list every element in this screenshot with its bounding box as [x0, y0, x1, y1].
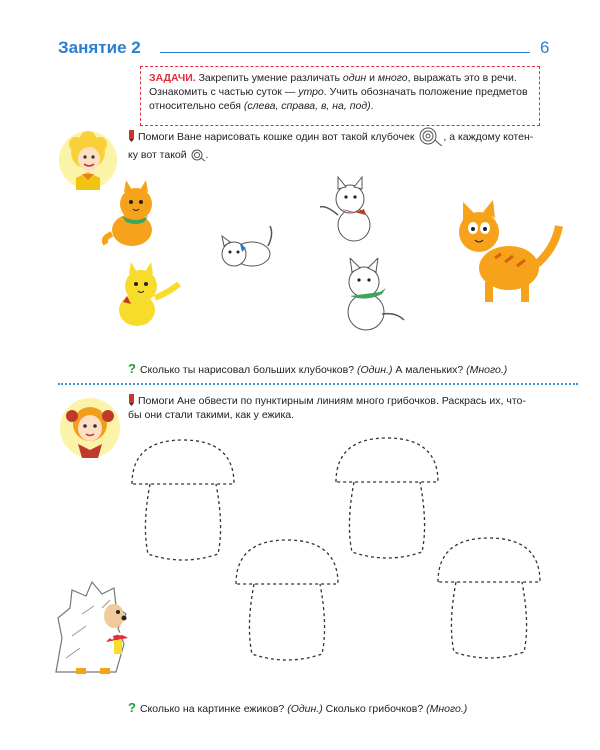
instruction-text: .	[205, 149, 209, 161]
instruction-text: , а каждому котен-	[443, 131, 534, 143]
dotted-mushroom-2[interactable]	[332, 434, 442, 564]
exercise1-question	[128, 361, 507, 376]
tasks-text: много	[377, 72, 408, 84]
dotted-mushroom-4[interactable]	[434, 534, 544, 664]
question-text: Сколько на картинке ежиков?	[139, 703, 285, 715]
question-mark-icon: ?	[128, 700, 136, 715]
tasks-text: утро	[298, 86, 324, 98]
dotted-mushroom-1[interactable]	[128, 436, 238, 566]
white-kitten-green-bow-illustration	[330, 258, 410, 336]
ginger-cat-illustration	[455, 198, 565, 308]
question-answer: (Один.)	[356, 364, 393, 376]
tasks-line-1	[149, 71, 531, 85]
tasks-text: .	[370, 100, 374, 112]
big-yarn-icon	[417, 126, 443, 148]
exercise2-instruction	[128, 394, 568, 422]
title-rule	[160, 52, 530, 53]
tasks-text: , выражать это в речи.	[407, 72, 517, 84]
instruction-text: бы они стали такими, как у ежика.	[128, 409, 295, 421]
orange-kitten-illustration	[98, 178, 168, 253]
tasks-text: Ознакомить с частью суток —	[149, 86, 296, 98]
exercise2-question	[128, 700, 467, 715]
dotted-mushroom-3[interactable]	[232, 536, 342, 666]
question-text: А маленьких?	[395, 364, 464, 376]
question-answer: (Один.)	[287, 703, 323, 715]
instruction-text: ку вот такой	[128, 149, 187, 161]
question-answer: (Много.)	[426, 703, 468, 715]
question-mark-icon: ?	[128, 361, 136, 376]
small-yarn-icon	[190, 148, 206, 162]
question-text: Сколько грибочков?	[325, 703, 424, 715]
tasks-text: (слева, справа, в, на, под)	[243, 100, 371, 112]
instruction-text: Помоги Ване нарисовать кошке один вот такой клубочек	[138, 131, 415, 143]
tasks-text: . Учить обозначать положение предметов	[323, 86, 528, 98]
question-answer: (Много.)	[466, 364, 508, 376]
tasks-line-3	[149, 99, 531, 113]
tasks-text: Закрепить умение различать	[198, 72, 340, 84]
yellow-kitten-illustration	[105, 262, 183, 334]
girl-anya-illustration	[58, 394, 122, 460]
white-kitten-red-bow-illustration	[318, 175, 382, 247]
page-number: 6	[540, 38, 550, 57]
tasks-line-2	[149, 85, 531, 99]
instruction-text: Помоги Ане обвести по пунктирным линиям много грибочков. Раскрась их, что-	[138, 395, 526, 407]
section-divider	[58, 383, 578, 385]
tasks-text: относительно себя	[149, 100, 241, 112]
tasks-text: один	[342, 72, 367, 84]
tasks-label: ЗАДАЧИ.	[149, 72, 196, 84]
tasks-text: и	[369, 72, 375, 84]
white-kitten-lying-illustration	[212, 220, 276, 276]
pencil-icon	[128, 394, 135, 406]
question-text: Сколько ты нарисовал больших клубочков?	[139, 364, 355, 376]
tasks-box	[140, 66, 540, 126]
lesson-title: Занятие 2	[58, 38, 141, 57]
exercise1-instruction	[128, 126, 558, 162]
hedgehog-illustration	[52, 578, 142, 678]
pencil-icon	[128, 130, 135, 142]
